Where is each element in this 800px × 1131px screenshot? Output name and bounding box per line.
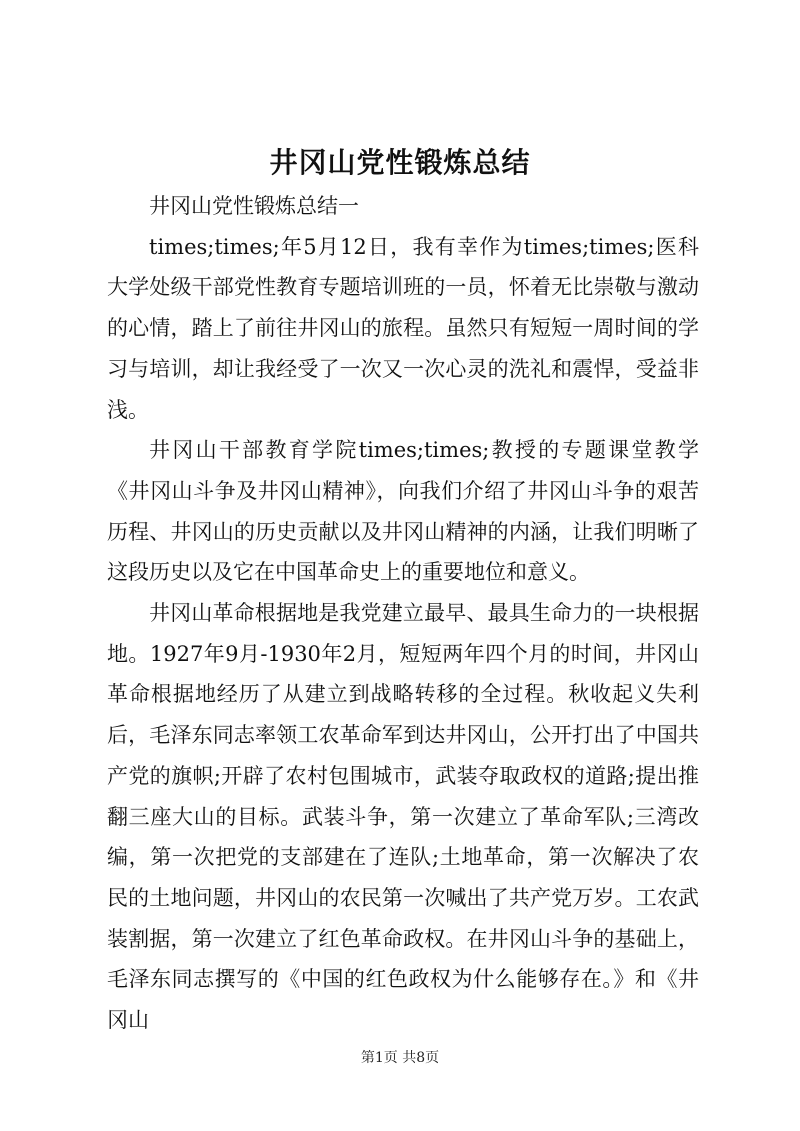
paragraph-subtitle: 井冈山党性锻炼总结一 [149, 194, 359, 218]
document-body [107, 186, 699, 1041]
paragraph: 井冈山革命根据地是我党建立最早、最具生命力的一块根据地。1927年9月-1930年2月，短短两年四个月的时间，井冈山革命根据地经历了从建立到战略转移的全过程。秋收起义失利后，毛泽东同志率领工农革命军到达井冈山，公开打出了中国共产党的旗帜;开辟了农村包围城市，武装夺取政权的道路;提出推翻三座大山的目标。武装斗争，第一次建立了革命军队;三湾改编，第一次把党的支部建在了连队;土地革命，第一次解决了农民的土地问题，井冈山的农民第一次喊出了共产党万岁。工农武装割据，第一次建立了红色革命政权。在井冈山斗争的基础上，毛泽东同志撰写的《中国的红色政权为什么能够存在。》和《井冈山 [107, 601, 699, 1033]
document-title: 井冈山党性锻炼总结 [269, 146, 531, 179]
paragraph: times;times;年5月12日，我有幸作为times;times;医科大学处级干部党性教育专题培训班的一员，怀着无比崇敬与激动的心情，踏上了前往井冈山的旅程。虽然只有短短一周时间的学习与培训，却让我经受了一次又一次心灵的洗礼和震悍，受益非浅。 [107, 234, 699, 422]
paragraph: 井冈山干部教育学院times;times;教授的专题课堂教学《井冈山斗争及井冈山精神》，向我们介绍了井冈山斗争的艰苦历程、井冈山的历史贡献以及井冈山精神的内涵，让我们明晰了这段历史以及它在中国革命史上的重要地位和意义。 [107, 438, 699, 585]
page-footer: 第1页 共8页 [360, 1050, 440, 1066]
